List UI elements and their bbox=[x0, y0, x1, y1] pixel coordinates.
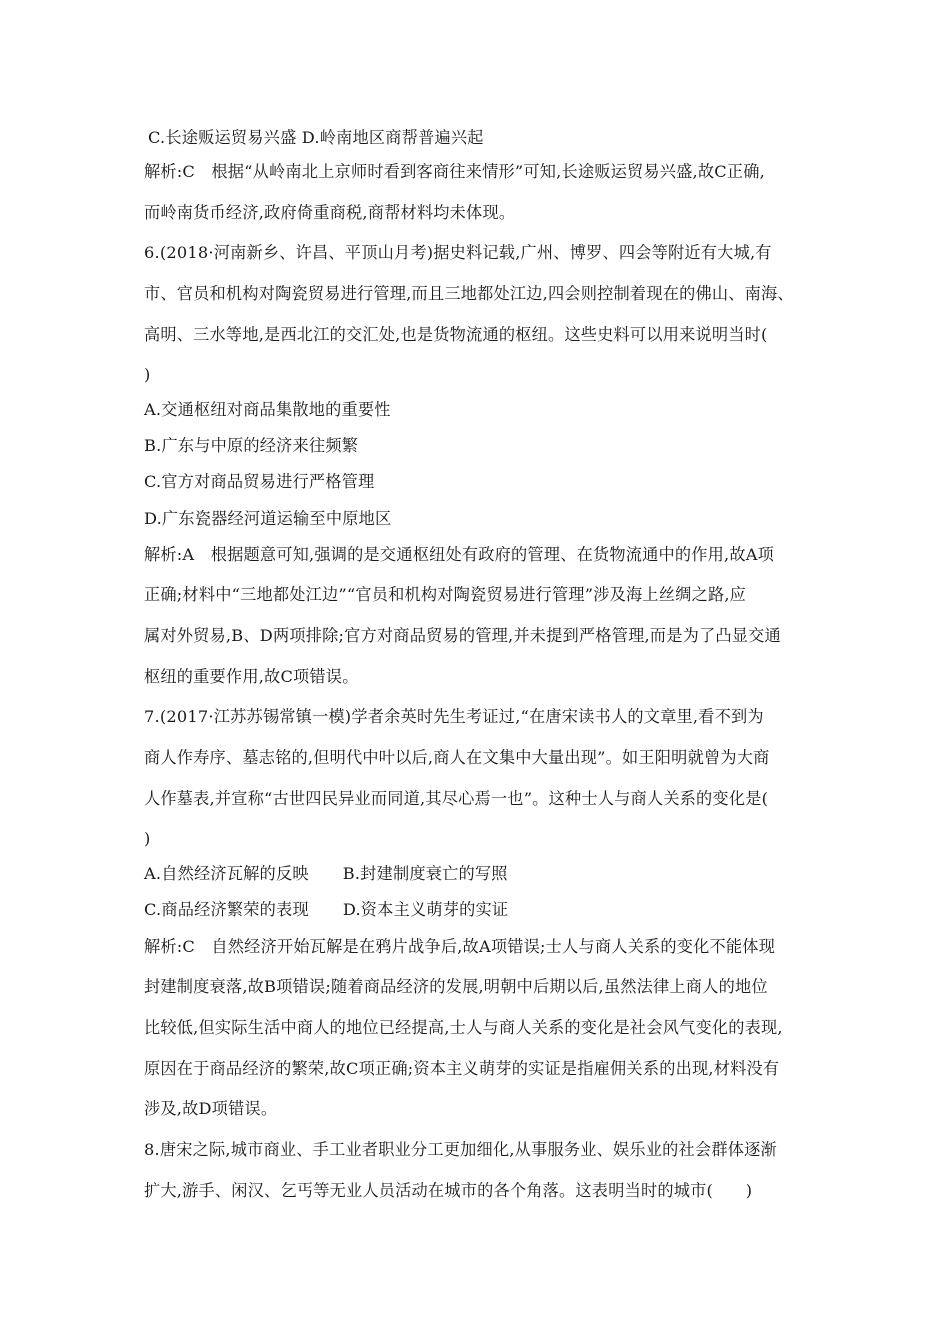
q6-option-d: D.广东瓷器经河道运输至中原地区 bbox=[144, 509, 392, 528]
question-6-line-4: ) bbox=[144, 365, 151, 384]
question-6-line-3: 高明、三水等地,是西北江的交汇处,也是货物流通的枢纽。这些史料可以用来说明当时( bbox=[144, 325, 768, 344]
analysis-q7-line-2: 封建制度衰落,故B项错误;随着商品经济的发展,明朝中后期以后,虽然法律上商人的地位 bbox=[144, 977, 768, 996]
analysis-q7-line-5: 涉及,故D项错误。 bbox=[144, 1099, 278, 1118]
q6-option-c: C.官方对商品贸易进行严格管理 bbox=[144, 472, 375, 491]
question-8-line-2: 扩大,游手、闲汉、乞丐等无业人员活动在城市的各个角落。这表明当时的城市( ) bbox=[144, 1181, 753, 1200]
question-6-line-2: 市、官员和机构对陶瓷贸易进行管理,而且三地都处江边,四会则控制着现在的佛山、南海、 bbox=[144, 284, 794, 303]
analysis-q7-line-3: 比较低,但实际生活中商人的地位已经提高,士人与商人关系的变化是社会风气变化的表现, bbox=[144, 1018, 783, 1037]
question-7-line-2: 商人作寿序、墓志铭的,但明代中叶以后,商人在文集中大量出现”。如王阳明就曾为大商 bbox=[144, 748, 770, 767]
analysis-q5-line-2: 而岭南货币经济,政府倚重商税,商帮材料均未体现。 bbox=[144, 203, 516, 222]
q6-option-a: A.交通枢纽对商品集散地的重要性 bbox=[144, 400, 391, 419]
question-7-line-4: ) bbox=[144, 829, 151, 848]
analysis-q6-line-3: 属对外贸易,B、D两项排除;官方对商品贸易的管理,并未提到严格管理,而是为了凸显交通 bbox=[144, 626, 781, 645]
option-c-d-q5: C.长途贩运贸易兴盛 D.岭南地区商帮普遍兴起 bbox=[148, 128, 484, 147]
q7-option-b: B.封建制度衰亡的写照 bbox=[342, 864, 508, 883]
analysis-q6-line-4: 枢纽的重要作用,故C项错误。 bbox=[144, 667, 359, 686]
analysis-q6-line-2: 正确;材料中“三地都处江边”“官员和机构对陶瓷贸易进行管理”涉及海上丝绸之路,应 bbox=[144, 585, 747, 604]
q6-option-b: B.广东与中原的经济来往频繁 bbox=[144, 436, 359, 455]
analysis-q7-line-4: 原因在于商品经济的繁荣,故C项正确;资本主义萌芽的实证是指雇佣关系的出现,材料没有 bbox=[144, 1059, 780, 1078]
q7-option-a: A.自然经济瓦解的反映 bbox=[144, 864, 309, 883]
q7-options-c-d bbox=[144, 900, 508, 920]
analysis-q5-line-1: 解析:C 根据“从岭南北上京师时看到客商往来情形”可知,长途贩运贸易兴盛,故C正确, bbox=[144, 162, 765, 181]
q7-option-d: D.资本主义萌芽的实证 bbox=[342, 900, 509, 919]
question-7-line-3: 人作墓表,并宣称“古世四民异业而同道,其尽心焉一也”。这种士人与商人关系的变化是( bbox=[144, 789, 769, 808]
question-7-line-1: 7.(2017·江苏苏锡常镇一模)学者余英时先生考证过,“在唐宋读书人的文章里,看不到为 bbox=[144, 707, 764, 726]
q7-options-a-b bbox=[144, 864, 508, 884]
analysis-q7-line-1: 解析:C 自然经济开始瓦解是在鸦片战争后,故A项错误;士人与商人关系的变化不能体现 bbox=[144, 937, 776, 956]
question-6-line-1: 6.(2018·河南新乡、许昌、平顶山月考)据史料记载,广州、博罗、四会等附近有大城,有 bbox=[144, 243, 772, 262]
question-8-line-1: 8.唐宋之际,城市商业、手工业者职业分工更加细化,从事服务业、娱乐业的社会群体逐渐 bbox=[144, 1140, 777, 1159]
q7-option-c: C.商品经济繁荣的表现 bbox=[144, 900, 309, 919]
analysis-q6-line-1: 解析:A 根据题意可知,强调的是交通枢纽处有政府的管理、在货物流通中的作用,故A项 bbox=[144, 545, 775, 564]
